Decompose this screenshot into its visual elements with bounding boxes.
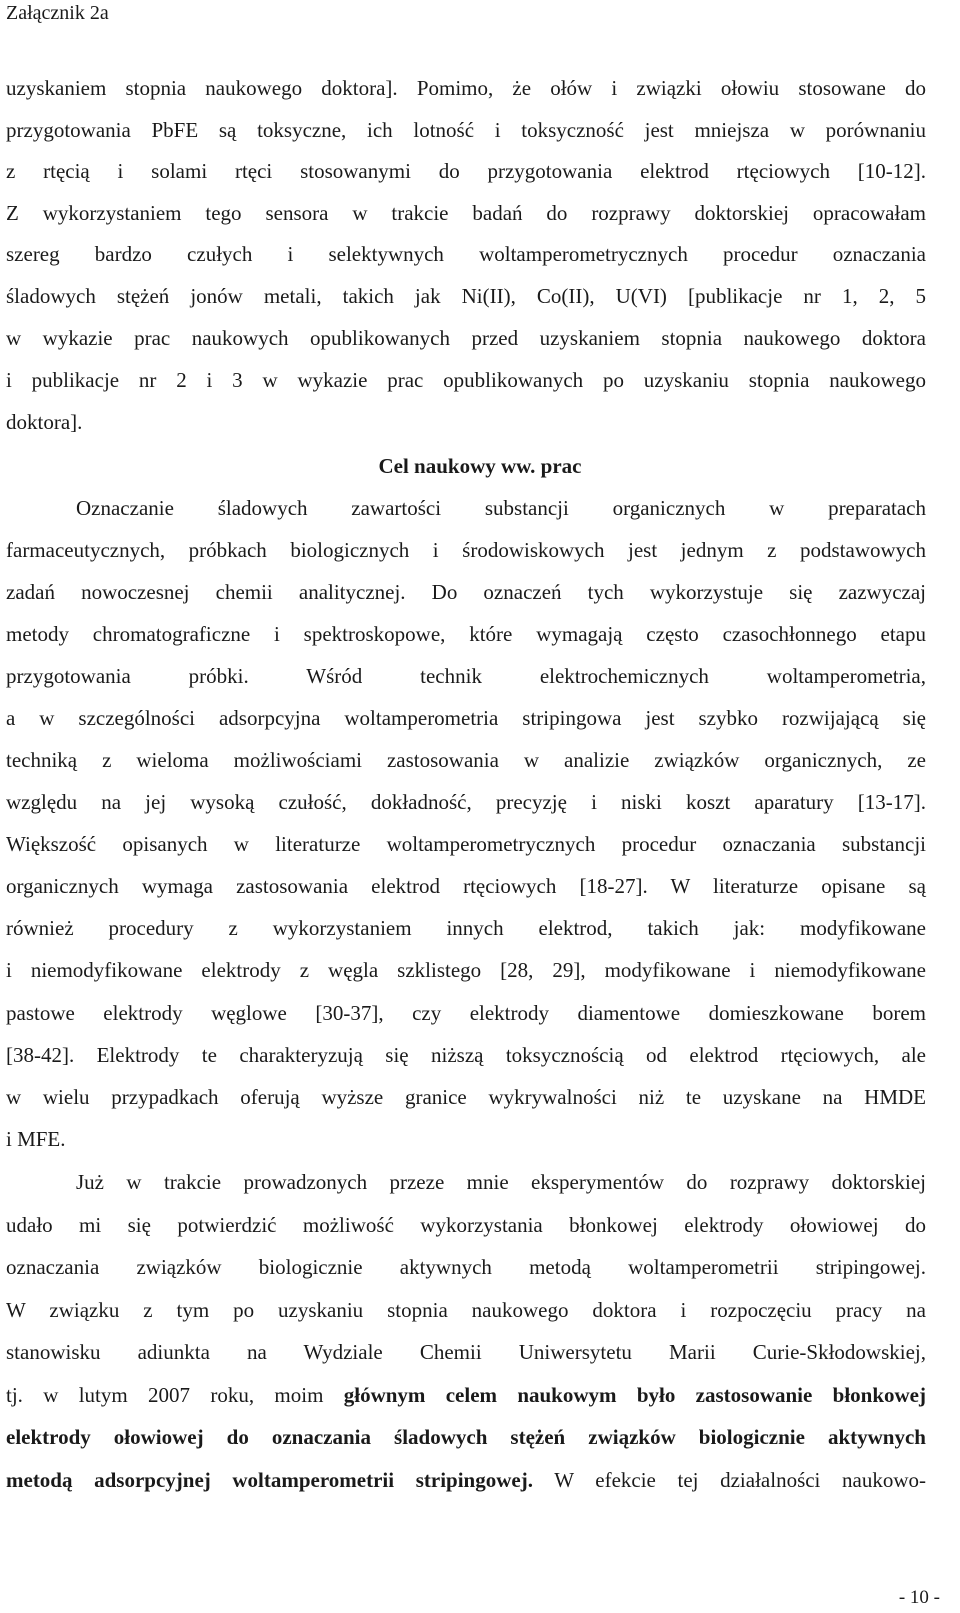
text-line: Z wykorzystaniem tego sensora w trakcie badań do rozprawy doktorskiej opracowałam (6, 201, 926, 225)
text-line: również procedury z wykorzystaniem innych elektrod, takich jak: modyfikowane (6, 916, 926, 940)
text-line: śladowych stężeń jonów metali, takich jak Ni(II), Co(II), U(VI) [publikacje nr 1, 2, 5 (6, 284, 926, 308)
text-line: pastowe elektrody węglowe [30-37], czy elektrody diamentowe domieszkowane borem (6, 1001, 926, 1025)
text-line: Większość opisanych w literaturze woltamperometrycznych procedur oznaczania substancji (6, 832, 926, 856)
text-line: z rtęcią i solami rtęci stosowanymi do przygotowania elektrod rtęciowych [10-12]. (6, 159, 926, 183)
text-line (6, 1381, 926, 1409)
section-heading: Cel naukowy ww. prac (378, 454, 582, 478)
text-run: tj. w lutym 2007 roku, moim (6, 1383, 344, 1407)
text-line: Oznaczanie śladowych zawartości substancji organicznych w preparatach (76, 496, 926, 520)
text-line: stanowisku adiunkta na Wydziale Chemii Uniwersytetu Marii Curie-Skłodowskiej, (6, 1340, 926, 1364)
page-number: - 10 - (898, 1587, 940, 1608)
text-line: [38-42]. Elektrody te charakteryzują się niższą toksycznością od elektrod rtęciowych, ale (6, 1043, 926, 1067)
emphasized-text: metodą adsorpcyjnej woltamperometrii stripingowej. (6, 1468, 533, 1492)
text-line: metody chromatograficzne i spektroskopowe, które wymagają często czasochłonnego etapu (6, 622, 926, 646)
text-line: szereg bardzo czułych i selektywnych woltamperometrycznych procedur oznaczania (6, 242, 926, 266)
text-line: W związku z tym po uzyskaniu stopnia naukowego doktora i rozpoczęciu pracy na (6, 1298, 926, 1322)
text-line: przygotowania próbki. Wśród technik elektrochemicznych woltamperometria, (6, 664, 926, 688)
text-line: organicznych wymaga zastosowania elektrod rtęciowych [18-27]. W literaturze opisane są (6, 874, 926, 898)
text-line (6, 1466, 926, 1494)
text-line: w wykazie prac naukowych opublikowanych przed uzyskaniem stopnia naukowego doktora (6, 326, 926, 350)
text-run: W efekcie tej działalności naukowo- (532, 1468, 926, 1492)
text-line: w wielu przypadkach oferują wyższe granice wykrywalności niż te uzyskane na HMDE (6, 1085, 926, 1109)
text-line: techniką z wieloma możliwościami zastosowania w analizie związków organicznych, ze (6, 748, 926, 772)
text-line: oznaczania związków biologicznie aktywnych metodą woltamperometrii stripingowej. (6, 1255, 926, 1279)
text-line: i MFE. (6, 1127, 66, 1151)
text-line: zadań nowoczesnej chemii analitycznej. Do oznaczeń tych wykorzystuje się zazwyczaj (6, 580, 926, 604)
text-line: Już w trakcie prowadzonych przeze mnie eksperymentów do rozprawy doktorskiej (76, 1170, 926, 1194)
text-line: farmaceutycznych, próbkach biologicznych i środowiskowych jest jednym z podstawowych (6, 538, 926, 562)
text-line: udało mi się potwierdzić możliwość wykorzystania błonkowej elektrody ołowiowej do (6, 1213, 926, 1237)
text-line: przygotowania PbFE są toksyczne, ich lotność i toksyczność jest mniejsza w porównaniu (6, 118, 926, 142)
text-line: uzyskaniem stopnia naukowego doktora]. Pomimo, że ołów i związki ołowiu stosowane do (6, 76, 926, 100)
emphasized-text: elektrody ołowiowej do oznaczania śladowych stężeń związków biologicznie aktywnych (6, 1425, 926, 1449)
emphasized-text: głównym celem naukowym było zastosowanie błonkowej (343, 1383, 926, 1407)
attachment-label: Załącznik 2a (6, 2, 109, 24)
text-line: względu na jej wysoką czułość, dokładność, precyzję i niski koszt aparatury [13-17]. (6, 790, 926, 814)
text-line: i niemodyfikowane elektrody z węgla szklistego [28, 29], modyfikowane i niemodyfikowane (6, 958, 926, 982)
text-line: i publikacje nr 2 i 3 w wykazie prac opublikowanych po uzyskaniu stopnia naukowego (6, 368, 926, 392)
text-line: doktora]. (6, 410, 83, 434)
text-line: a w szczególności adsorpcyjna woltamperometria stripingowa jest szybko rozwijającą się (6, 706, 926, 730)
